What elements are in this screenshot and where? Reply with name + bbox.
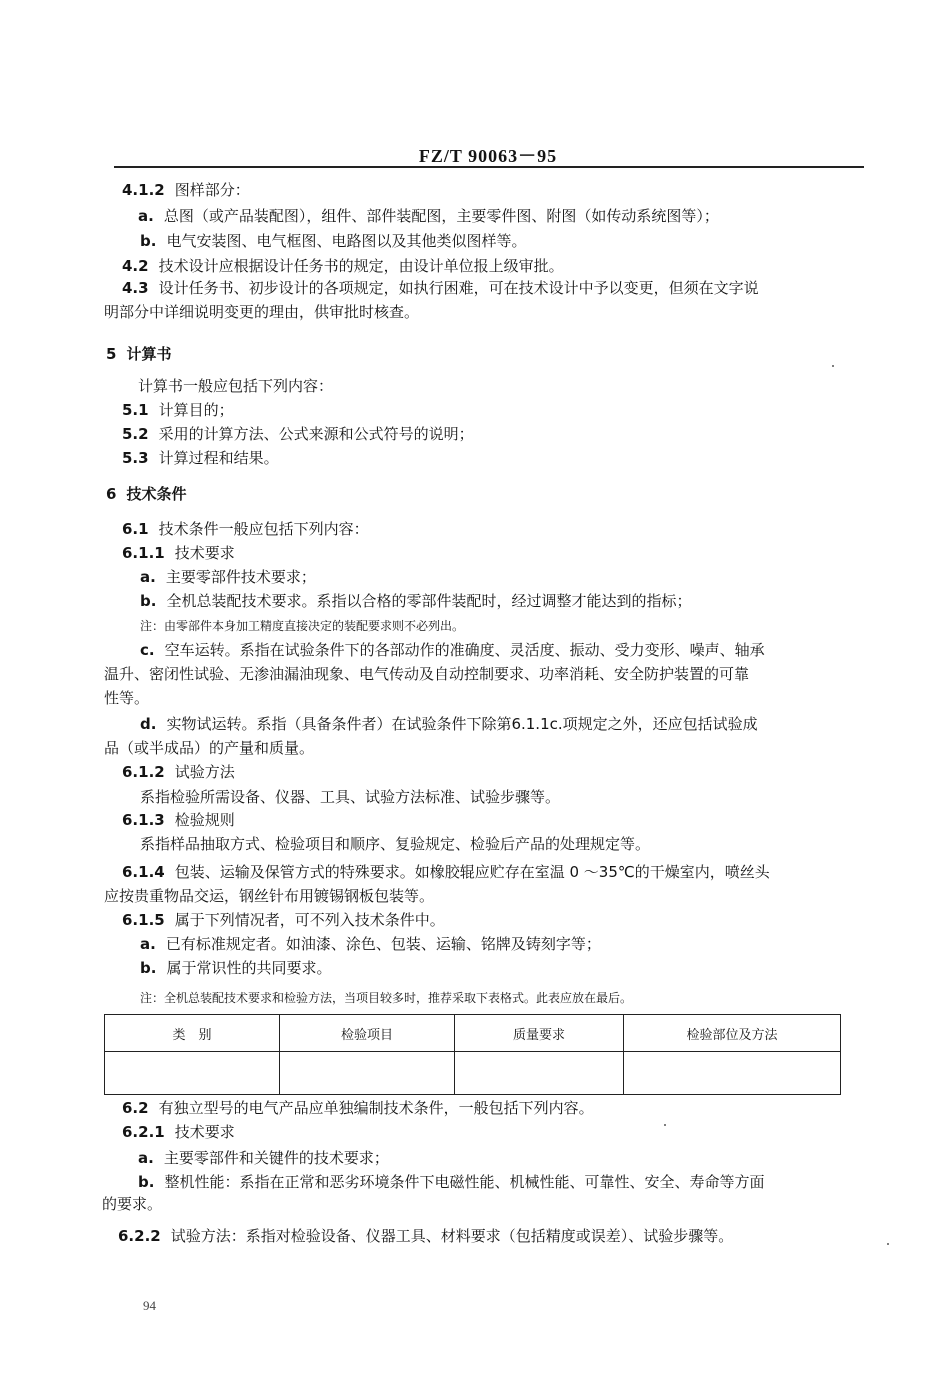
scan-speck [887,1243,889,1245]
clause-number: 6.2 [122,1099,149,1117]
item-marker: a. [138,207,154,225]
clause-5-2 [122,424,474,444]
item-text: 属于常识性的共同要求。 [166,959,332,977]
clause-number: 6.2.1 [122,1123,165,1141]
clause-text: 技术设计应根据设计任务书的规定，由设计单位报上级审批。 [158,257,564,275]
table-cell [624,1052,841,1095]
standard-code-header: FZ/T 90063－95 [418,146,558,166]
paragraph-continuation: 性等。 [104,689,150,707]
clause-6-1 [122,519,369,539]
clause-number: 6.2.2 [118,1227,161,1245]
clause-number: 6.1.4 [122,863,165,881]
item-a [140,934,601,954]
item-marker: d. [140,715,157,733]
item-text: 整机性能：系指在正常和恶劣环境条件下电磁性能、机械性能、可靠性、安全、寿命等方面 [164,1173,765,1191]
item-text: 电气安装图、电气框图、电路图以及其他类似图样等。 [166,232,527,250]
clause-text: 技术要求 [174,1123,235,1141]
item-b [138,1172,764,1192]
item-marker: b. [140,959,157,977]
paragraph-continuation: 明部分中详细说明变更的理由，供审批时核查。 [104,303,420,321]
clause-number: 5.1 [122,401,149,419]
clause-text: 试验方法：系指对检验设备、仪器工具、材料要求（包括精度或误差）、试验步骤等。 [170,1227,734,1245]
section-5-heading [106,344,171,364]
page-number: 94 [143,1298,156,1313]
item-c [140,640,765,660]
item-marker: a. [138,1149,154,1167]
header-rule [114,166,864,168]
item-text: 已有标准规定者。如油漆、涂色、包装、运输、铭牌及铸刻字等； [165,935,601,953]
paragraph: 系指样品抽取方式、检验项目和顺序、复验规定、检验后产品的处理规定等。 [140,835,651,853]
paragraph-continuation: 品（或半成品）的产量和质量。 [104,739,315,757]
item-text: 总图（或产品装配图），组件、部件装配图，主要零件图、附图（如传动系统图等）； [163,207,719,225]
clause-6-2-1 [122,1122,235,1142]
paragraph-continuation: 的要求。 [102,1195,163,1213]
section-title: 技术条件 [126,485,187,503]
item-marker: c. [140,641,155,659]
clause-6-1-4 [122,862,770,882]
clause-6-1-2 [122,762,235,782]
clause-6-1-1 [122,543,235,563]
item-text: 主要零部件和关键件的技术要求； [163,1149,389,1167]
clause-text: 采用的计算方法、公式来源和公式符号的说明； [158,425,474,443]
clause-number: 6.1.2 [122,763,165,781]
item-a [138,1148,389,1168]
clause-text: 设计任务书、初步设计的各项规定，如执行困难，可在技术设计中予以变更，但须在文字说 [158,279,759,297]
table-header-cell: 检验部位及方法 [624,1015,841,1052]
item-marker: b. [140,232,157,250]
clause-text: 技术要求 [174,544,235,562]
clause-text: 技术条件一般应包括下列内容： [158,520,369,538]
item-marker: b. [138,1173,155,1191]
clause-4-3 [122,278,759,298]
section-number: 6 [106,485,117,503]
clause-number: 6.1 [122,520,149,538]
paragraph-continuation: 温升、密闭性试验、无渗油漏油现象、电气传动及自动控制要求、功率消耗、安全防护装置的可靠 [104,665,750,683]
clause-number: 6.1.5 [122,911,165,929]
scan-speck [664,1124,666,1126]
clause-text: 计算目的； [158,401,234,419]
clause-6-1-3 [122,810,235,830]
clause-text: 属于下列情况者，可不列入技术条件中。 [174,911,445,929]
item-d [140,714,758,734]
clause-number: 6.1.3 [122,811,165,829]
section-title: 计算书 [126,345,172,363]
note: 注：全机总装配技术要求和检验方法，当项目较多时，推荐采取下表格式。此表应放在最后。 [140,991,633,1005]
clause-5-1 [122,400,234,420]
scan-speck [832,365,834,367]
clause-number: 5.2 [122,425,149,443]
clause-4-2 [122,256,564,276]
inspection-table [104,1014,841,1095]
table-header-row [105,1015,841,1052]
section-number: 5 [106,345,117,363]
clause-number: 4.3 [122,279,149,297]
table-row [105,1052,841,1095]
paragraph: 系指检验所需设备、仪器、工具、试验方法标准、试验步骤等。 [140,788,561,806]
paragraph-continuation: 应按贵重物品交运，钢丝针布用镀锡钢板包装等。 [104,887,435,905]
clause-number: 4.2 [122,257,149,275]
clause-6-1-5 [122,910,445,930]
clause-6-2 [122,1098,594,1118]
clause-text: 检验规则 [174,811,235,829]
table-cell [105,1052,280,1095]
item-a [138,206,719,226]
clause-text: 试验方法 [174,763,235,781]
table-header-cell: 质量要求 [455,1015,624,1052]
table-header-cell: 类 别 [105,1015,280,1052]
item-text: 主要零部件技术要求； [165,568,316,586]
item-b [140,958,331,978]
clause-number: 5.3 [122,449,149,467]
item-a [140,567,316,587]
item-text: 全机总装配技术要求。系指以合格的零部件装配时，经过调整才能达到的指标； [166,592,692,610]
item-b [140,231,526,251]
section-6-heading [106,484,186,504]
item-marker: a. [140,568,156,586]
clause-number: 6.1.1 [122,544,165,562]
table-header-cell: 检验项目 [280,1015,455,1052]
clause-text: 图样部分： [174,181,250,199]
item-text: 实物试运转。系指（具备条件者）在试验条件下除第6.1.1c.项规定之外，还应包括试验成 [166,715,758,733]
clause-text: 有独立型号的电气产品应单独编制技术条件，一般包括下列内容。 [158,1099,594,1117]
table-cell [455,1052,624,1095]
item-marker: a. [140,935,156,953]
table-cell [280,1052,455,1095]
clause-6-2-2 [118,1226,733,1246]
clause-number: 4.1.2 [122,181,165,199]
item-marker: b. [140,592,157,610]
paragraph: 计算书一般应包括下列内容： [138,377,334,395]
note: 注：由零部件本身加工精度直接决定的装配要求则不必列出。 [140,619,465,633]
clause-text: 包装、运输及保管方式的特殊要求。如橡胶辊应贮存在室温 0 ～35℃的干燥室内，喷丝头 [174,863,770,881]
clause-5-3 [122,448,279,468]
item-b [140,591,691,611]
item-text: 空车运转。系指在试验条件下的各部动作的准确度、灵活度、振动、受力变形、噪声、轴承 [164,641,765,659]
clause-4-1-2 [122,180,250,200]
clause-text: 计算过程和结果。 [158,449,279,467]
